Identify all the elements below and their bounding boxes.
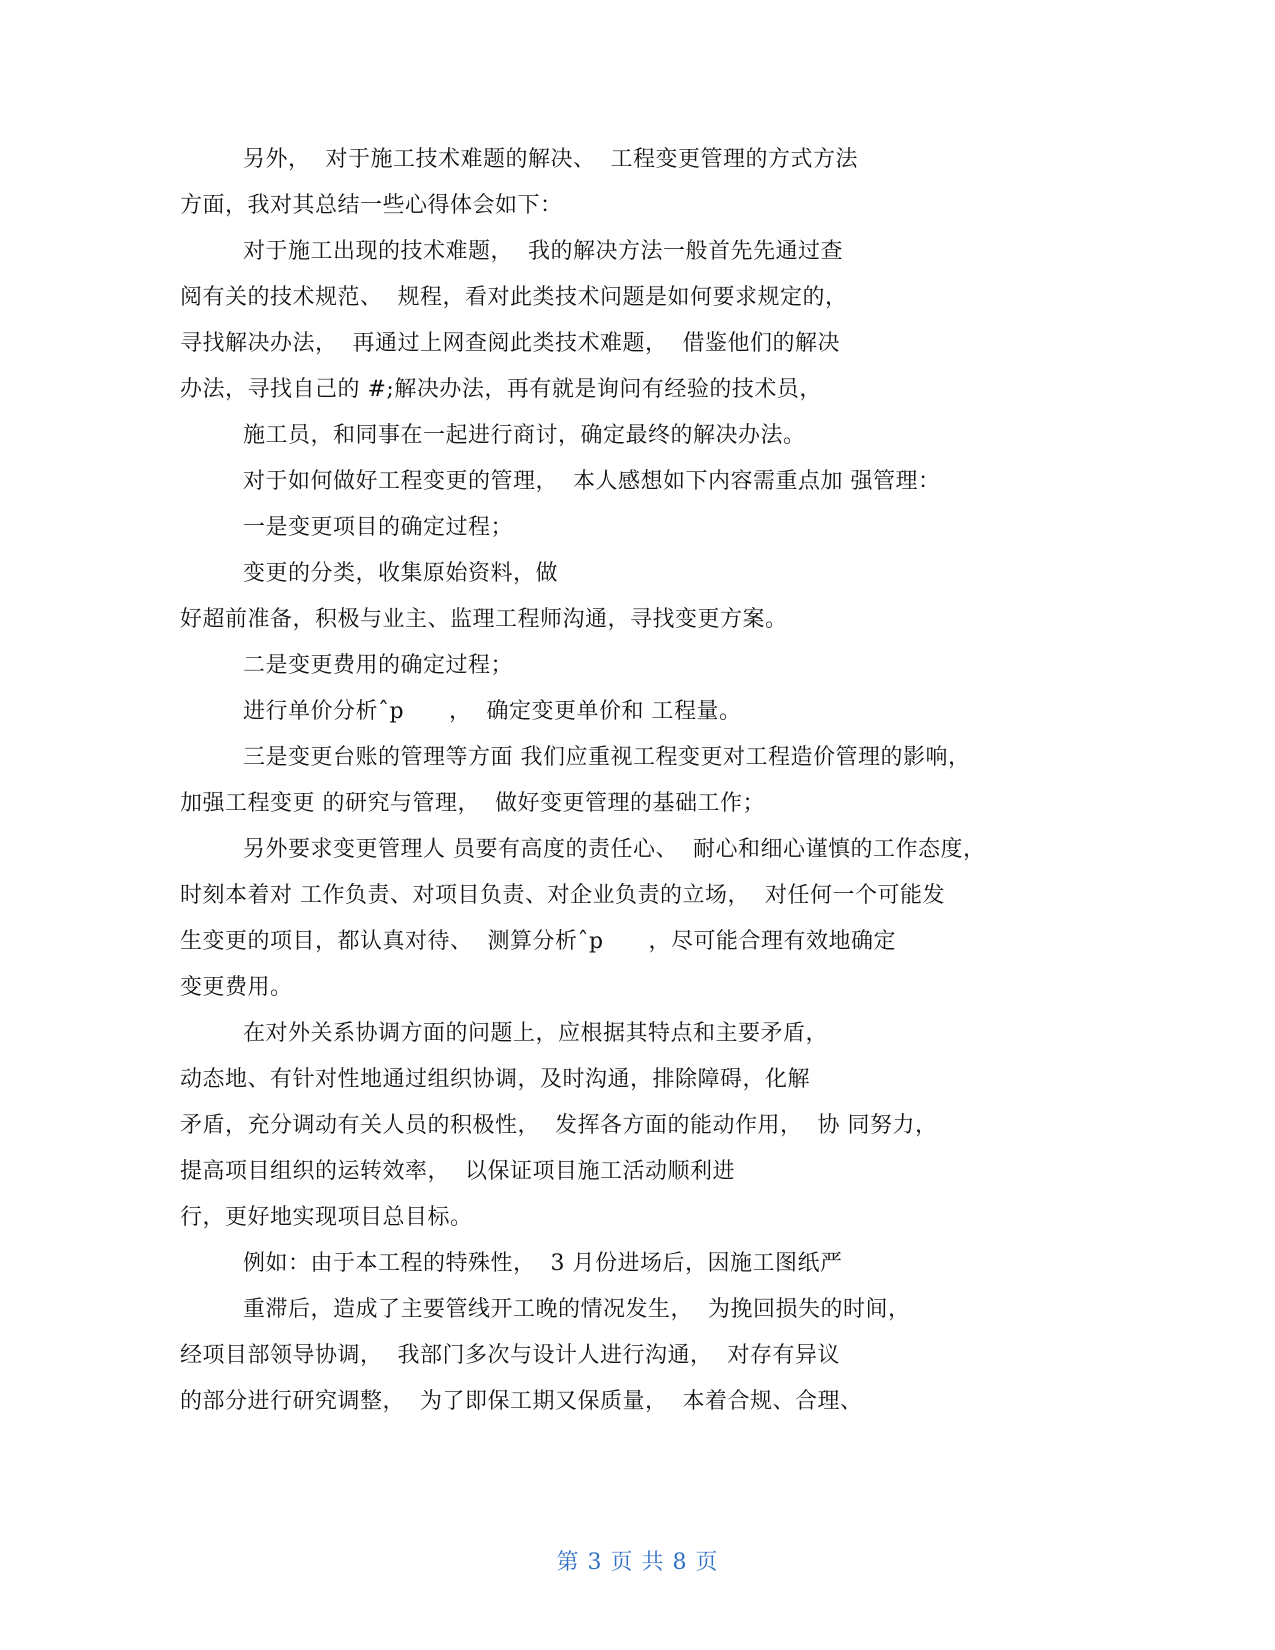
text-line: 变更费用。 bbox=[180, 975, 293, 1000]
text-line: 提高项目组织的运转效率， 以保证项目施工活动顺利进 bbox=[180, 1159, 735, 1184]
text-line: 在对外关系协调方面的问题上，应根据其特点和主要矛盾， bbox=[243, 1021, 829, 1046]
text-line: 的部分进行研究调整， 为了即保工期又保质量， 本着合规、合理、 bbox=[180, 1389, 863, 1414]
text-line: 好超前准备，积极与业主、监理工程师沟通，寻找变更方案。 bbox=[180, 607, 788, 632]
text-line: 行，更好地实现项目总目标。 bbox=[180, 1205, 473, 1230]
text-line: 方面，我对其总结一些心得体会如下： bbox=[180, 193, 563, 218]
text-line: 时刻本着对 工作负责、对项目负责、对企业负责的立场， 对任何一个可能发 bbox=[180, 883, 945, 908]
page-number-footer: 第 3 页 共 8 页 bbox=[556, 1550, 719, 1575]
text-line: 一是变更项目的确定过程； bbox=[243, 515, 514, 540]
text-line: 施工员，和同事在一起进行商讨，确定最终的解决办法。 bbox=[243, 423, 806, 448]
text-line: 动态地、有针对性地通过组织协调，及时沟通，排除障碍，化解 bbox=[180, 1067, 811, 1092]
text-line: 例如：由于本工程的特殊性， 3 月份进场后，因施工图纸严 bbox=[243, 1251, 843, 1276]
text-line: 另外要求变更管理人 员要有高度的责任心、 耐心和细心谨慎的工作态度， bbox=[243, 837, 986, 862]
text-line: 矛盾，充分调动有关人员的积极性， 发挥各方面的能动作用， 协 同努力， bbox=[180, 1113, 938, 1138]
text-line: 对于如何做好工程变更的管理， 本人感想如下内容需重点加 强管理： bbox=[243, 469, 941, 494]
text-line: 阅有关的技术规范、 规程，看对此类技术问题是如何要求规定的， bbox=[180, 285, 848, 310]
text-line: 重滞后，造成了主要管线开工晚的情况发生， 为挽回损失的时间， bbox=[243, 1297, 911, 1322]
text-line: 生变更的项目，都认真对待、 测算分析ˆp ，尽可能合理有效地确定 bbox=[180, 929, 897, 954]
text-line: 二是变更费用的确定过程； bbox=[243, 653, 514, 678]
text-line: 办法，寻找自己的 #;解决办法，再有就是询问有经验的技术员， bbox=[180, 377, 822, 402]
text-line: 寻找解决办法， 再通过上网查阅此类技术难题， 借鉴他们的解决 bbox=[180, 331, 840, 356]
text-line: 经项目部领导协调， 我部门多次与设计人进行沟通， 对存有异议 bbox=[180, 1343, 840, 1368]
text-line: 另外， 对于施工技术难题的解决、 工程变更管理的方式方法 bbox=[243, 147, 858, 172]
text-line: 对于施工出现的技术难题， 我的解决方法一般首先先通过查 bbox=[243, 239, 843, 264]
text-line: 变更的分类，收集原始资料，做 bbox=[243, 561, 559, 586]
text-line: 三是变更台账的管理等方面 我们应重视工程变更对工程造价管理的影响， bbox=[243, 745, 971, 770]
text-line: 加强工程变更 的研究与管理， 做好变更管理的基础工作； bbox=[180, 791, 765, 816]
text-line: 进行单价分析ˆp ， 确定变更单价和 工程量。 bbox=[243, 699, 742, 724]
